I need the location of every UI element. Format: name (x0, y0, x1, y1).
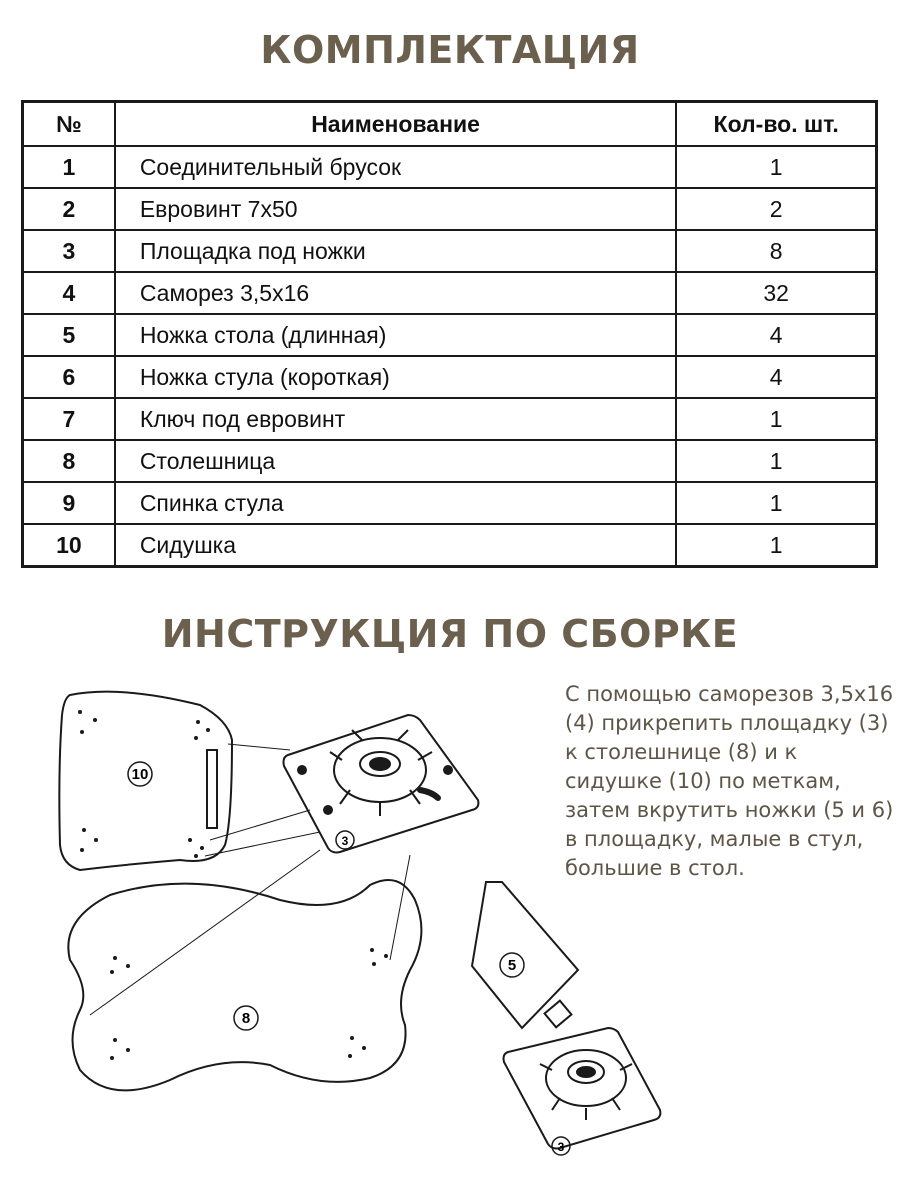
label-leg: 5 (507, 957, 517, 974)
label-tabletop: 8 (241, 1010, 251, 1027)
table-row (23, 146, 877, 188)
kit-heading: КОМПЛЕКТАЦИЯ (260, 28, 640, 72)
row-qty: 4 (676, 314, 876, 356)
table-header-row (23, 102, 877, 147)
row-name: Евровинт 7х50 (115, 188, 677, 230)
row-qty: 1 (676, 524, 876, 567)
table-row (23, 398, 877, 440)
header-qty: Кол-во. шт. (676, 102, 876, 147)
row-name: Ножка стола (длинная) (115, 314, 677, 356)
row-name: Ключ под евровинт (115, 398, 677, 440)
row-num: 5 (23, 314, 115, 356)
table-row (23, 524, 877, 567)
assembly-heading: ИНСТРУКЦИЯ ПО СБОРКЕ (161, 612, 739, 656)
row-qty: 32 (676, 272, 876, 314)
row-num: 8 (23, 440, 115, 482)
table-row (23, 314, 877, 356)
table-row (23, 440, 877, 482)
row-qty: 1 (676, 146, 876, 188)
row-name: Сидушка (115, 524, 677, 567)
pad-top (284, 715, 479, 853)
row-qty: 1 (676, 440, 876, 482)
row-num: 2 (23, 188, 115, 230)
row-qty: 4 (676, 356, 876, 398)
row-name: Соединительный брусок (115, 146, 677, 188)
row-num: 6 (23, 356, 115, 398)
row-qty: 1 (676, 482, 876, 524)
row-num: 4 (23, 272, 115, 314)
row-num: 3 (23, 230, 115, 272)
label-pad-top: 3 (341, 834, 349, 848)
row-qty: 1 (676, 398, 876, 440)
row-name: Спинка стула (115, 482, 677, 524)
tabletop-part (68, 880, 421, 1090)
row-num: 9 (23, 482, 115, 524)
table-row (23, 188, 877, 230)
row-num: 7 (23, 398, 115, 440)
table-row (23, 356, 877, 398)
table-row (23, 482, 877, 524)
row-name: Ножка стула (короткая) (115, 356, 677, 398)
row-num: 1 (23, 146, 115, 188)
leg-part (472, 882, 578, 1028)
table-row (23, 272, 877, 314)
label-pad-bottom: 3 (557, 1140, 565, 1154)
label-seat: 10 (131, 766, 149, 783)
seat-slot (207, 750, 217, 828)
row-name: Столешница (115, 440, 677, 482)
header-num: № (23, 102, 115, 147)
header-name: Наименование (115, 102, 677, 147)
row-num: 10 (23, 524, 115, 567)
row-qty: 2 (676, 188, 876, 230)
row-qty: 8 (676, 230, 876, 272)
parts-table (21, 100, 878, 568)
row-name: Саморез 3,5х16 (115, 272, 677, 314)
pad-bottom (504, 1028, 661, 1149)
row-name: Площадка под ножки (115, 230, 677, 272)
table-row (23, 230, 877, 272)
part-labels (128, 762, 570, 1155)
assembly-diagram (0, 660, 565, 1200)
assembly-instruction: С помощью саморезов 3,5х16 (4) прикрепить площадку (3) к столешнице (8) и к сидушке (10) по меткам, затем вкрутить ножки (5 и 6) в площадку, малые в стул, большие в стол. (565, 682, 894, 880)
